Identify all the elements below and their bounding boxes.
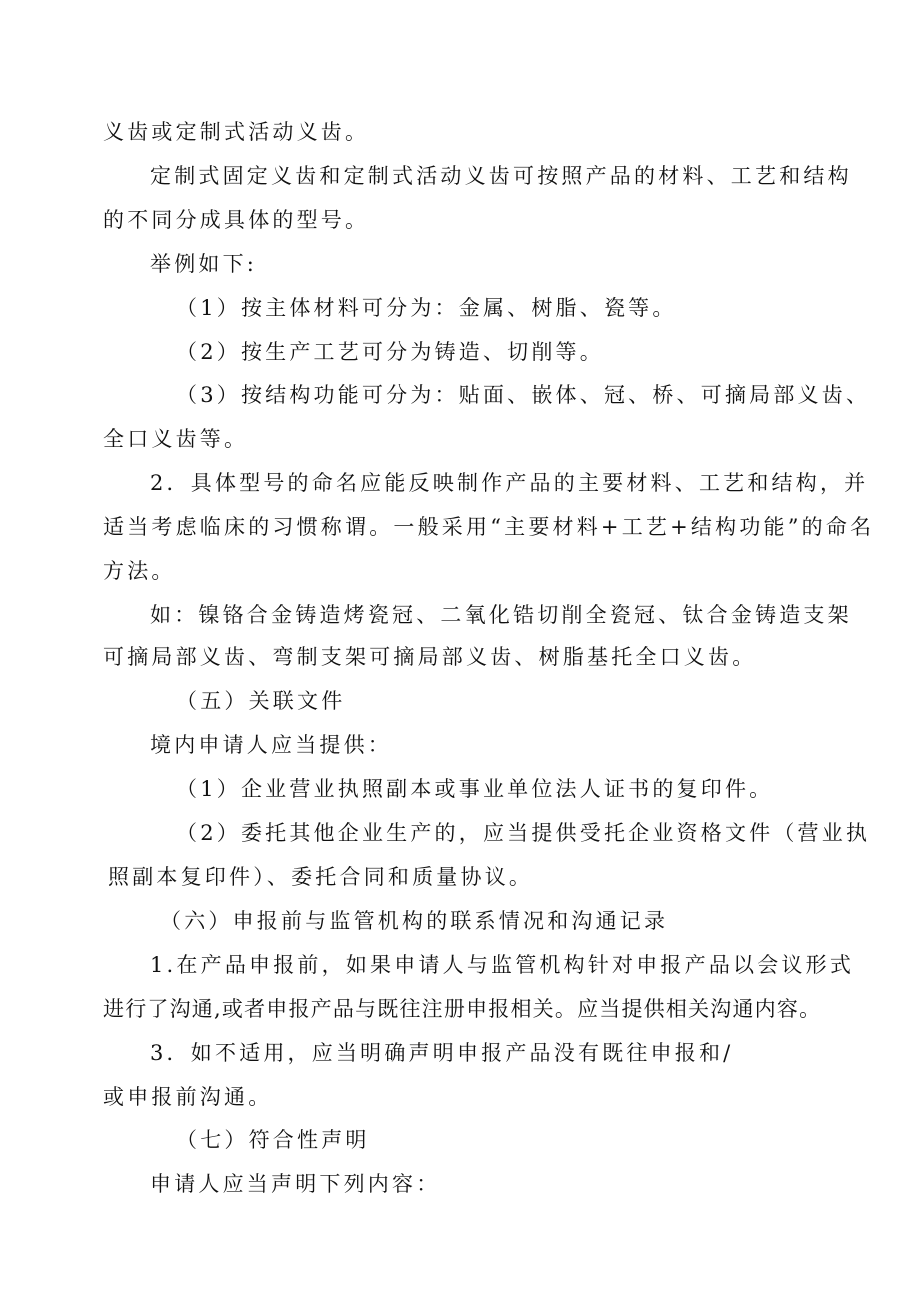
text-line: 境内申请人应当提供： xyxy=(150,733,392,757)
section-heading-conformity-declaration: （七）符合性声明 xyxy=(176,1128,370,1152)
section-heading-related-documents: （五）关联文件 xyxy=(176,689,346,713)
list-item-business-license: （1）企业营业执照副本或事业单位法人证书的复印件。 xyxy=(176,777,774,801)
list-item-structure: （3）按结构功能可分为：贴面、嵌体、冠、桥、可摘局部义齿、 xyxy=(176,383,871,407)
text-line: 或申报前沟通。 xyxy=(103,1085,273,1109)
text-line-numbered-3: 3．如不适用，应当明确声明申报产品没有既往申报和/ xyxy=(150,1041,734,1065)
text-line: 进行了沟通,或者申报产品与既往注册申报相关。应当提供相关沟通内容。 xyxy=(103,997,822,1021)
text-line-example-intro: 举例如下: xyxy=(150,252,258,276)
list-item-material: （1）按主体材料可分为：金属、树脂、瓷等。 xyxy=(176,296,677,320)
text-line: 照副本复印件）、委托合同和质量协议。 xyxy=(108,865,534,889)
text-line: 可摘局部义齿、弯制支架可摘局部义齿、树脂基托全口义齿。 xyxy=(103,645,757,669)
list-item-entrusted-production: （2）委托其他企业生产的，应当提供受托企业资格文件（营业执 xyxy=(176,821,871,845)
text-line: 方法。 xyxy=(103,559,176,583)
list-item-process: （2）按生产工艺可分为铸造、切削等。 xyxy=(176,340,604,364)
text-line: 申请人应当声明下列内容： xyxy=(150,1172,441,1196)
text-line: 的不同分成具体的型号。 xyxy=(103,208,370,232)
text-line-numbered-2: 2．具体型号的命名应能反映制作产品的主要材料、工艺和结构，并 xyxy=(150,471,869,495)
text-line-continuation: 义齿或定制式活动义齿。 xyxy=(103,120,370,144)
text-line-paragraph-start: 定制式固定义齿和定制式活动义齿可按照产品的材料、工艺和结构 xyxy=(150,164,852,188)
text-line: 适当考虑临床的习惯称谓。一般采用“主要材料+工艺+结构功能”的命名 xyxy=(103,515,875,539)
text-line-example: 如：镍铬合金铸造烤瓷冠、二氧化锆切削全瓷冠、钛合金铸造支架 xyxy=(150,603,852,627)
section-heading-pre-submission-communication: （六）申报前与监管机构的联系情况和沟通记录 xyxy=(160,909,669,933)
text-line-numbered-1: 1.在产品申报前，如果申请人与监管机构针对申报产品以会议形式 xyxy=(150,953,855,977)
text-line: 全口义齿等。 xyxy=(103,427,249,451)
